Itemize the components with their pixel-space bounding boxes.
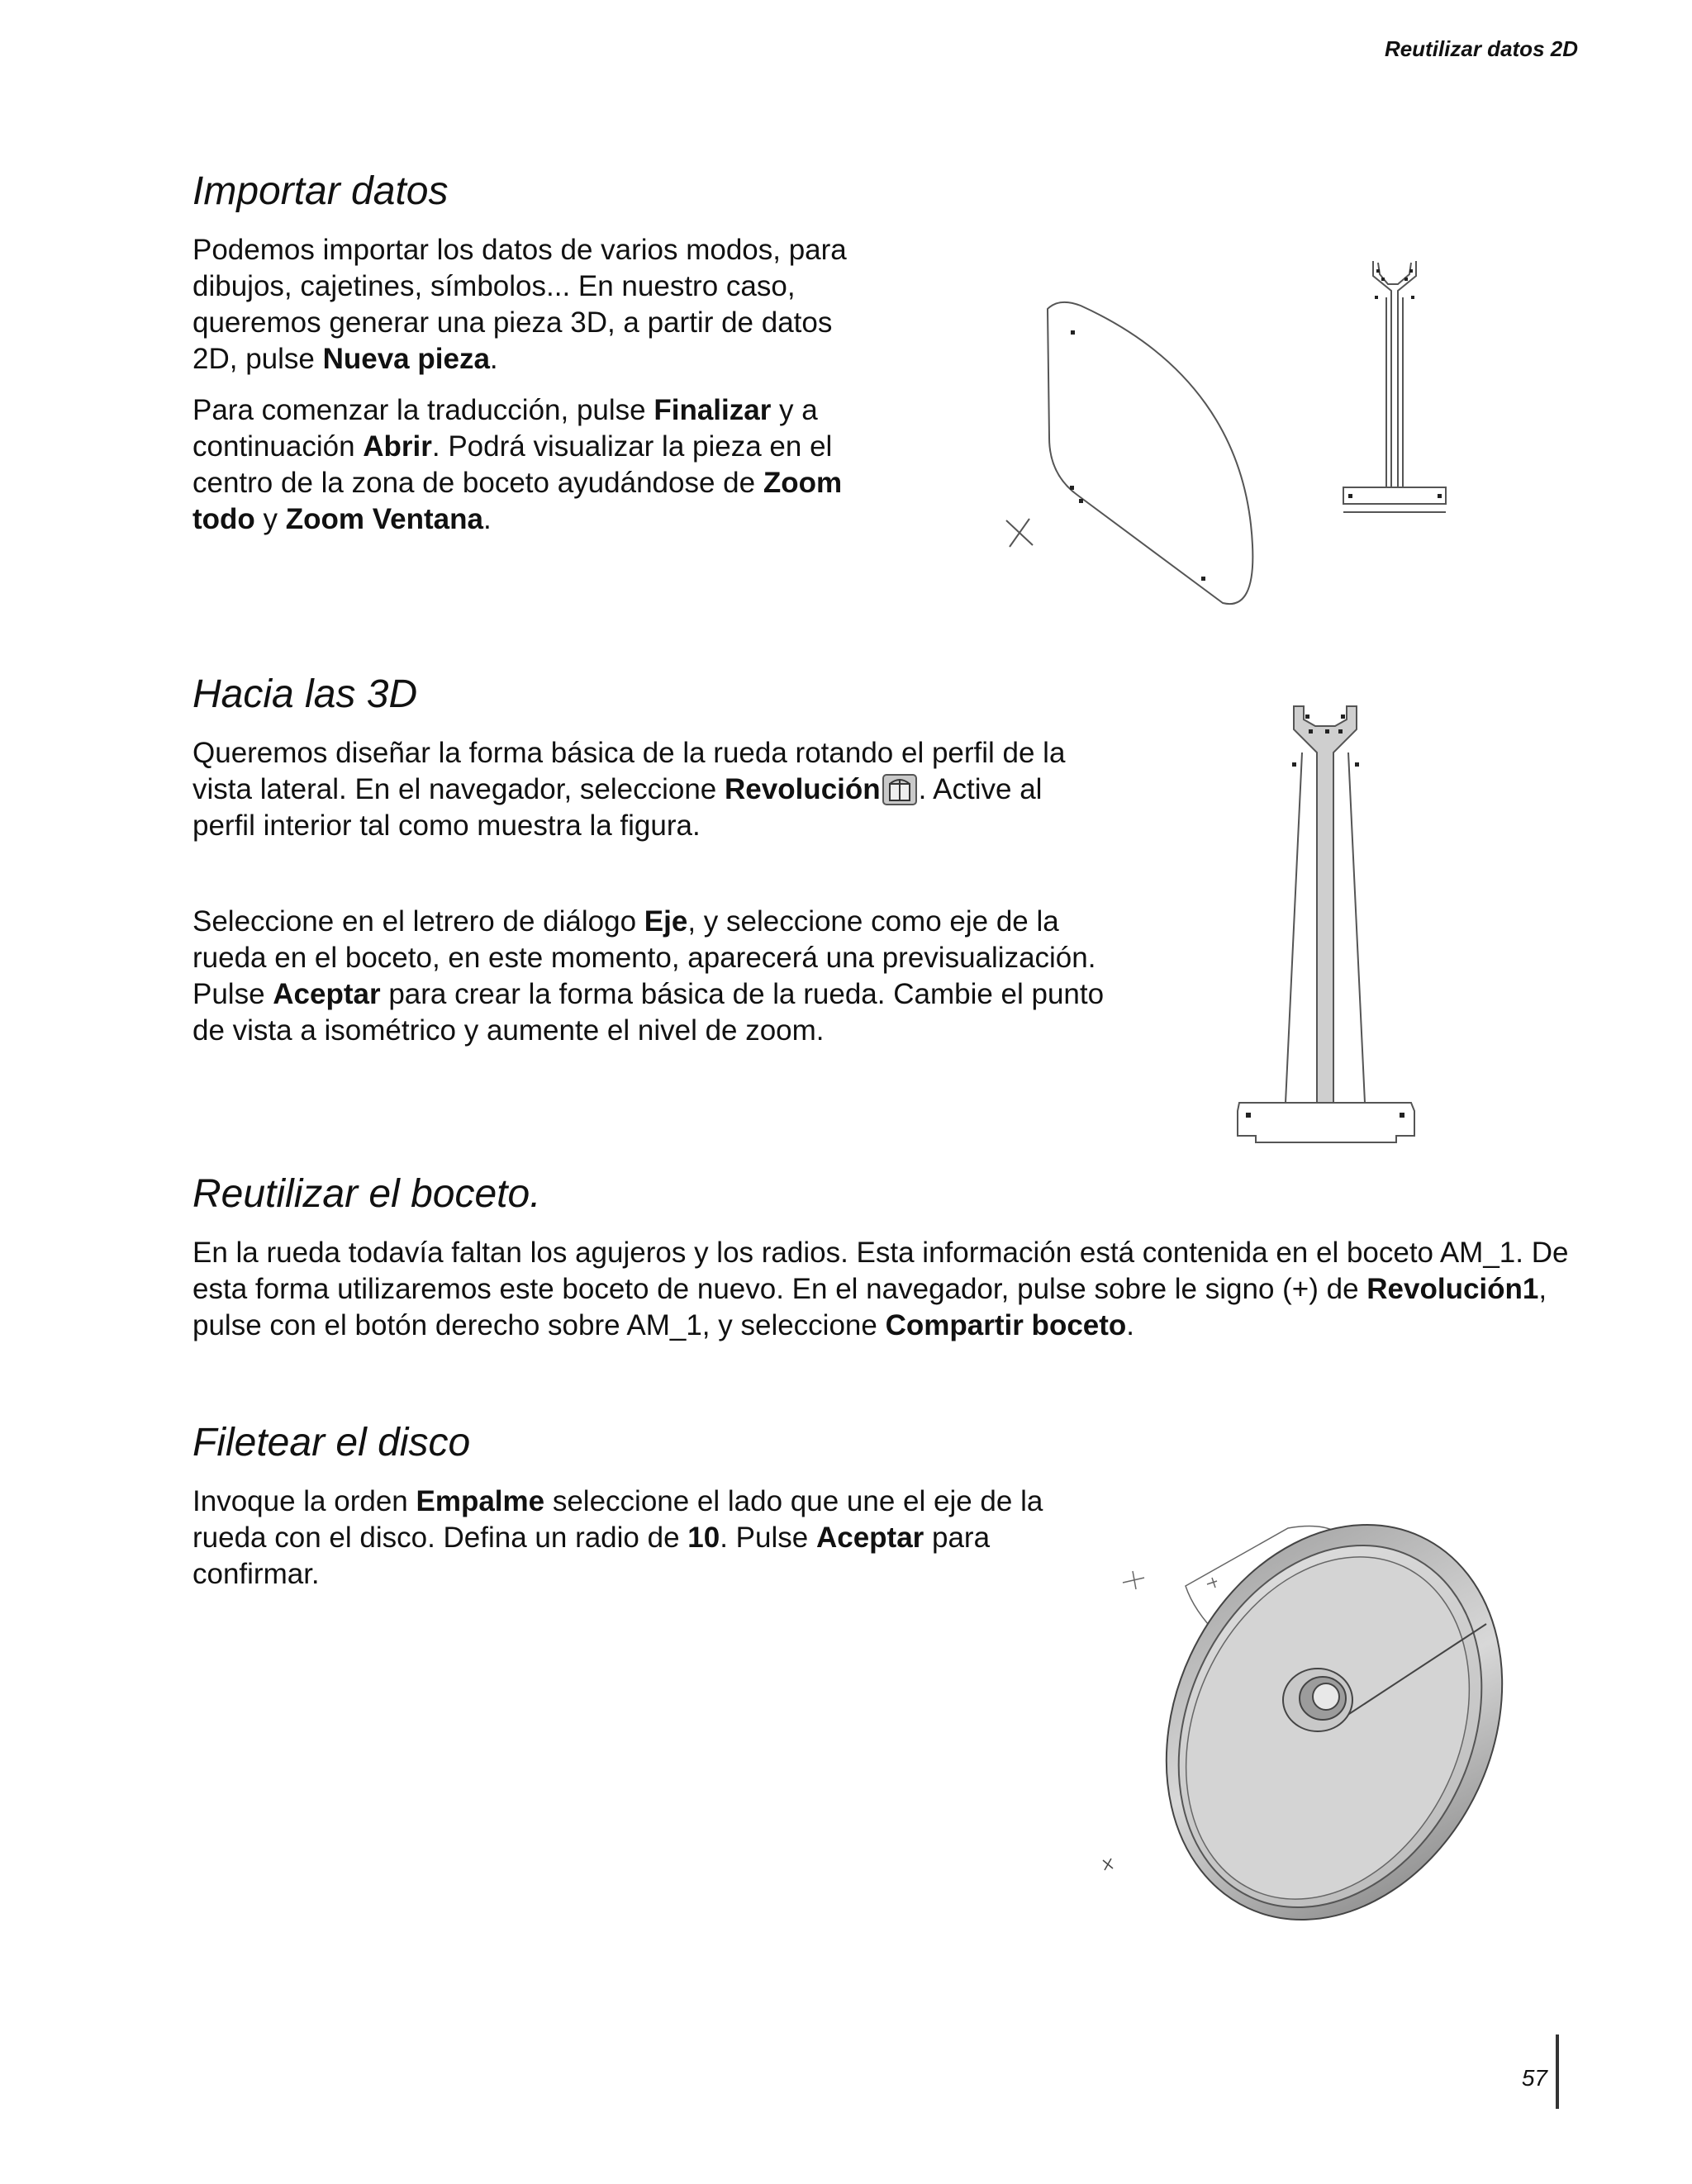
- running-header: Reutilizar datos 2D: [1384, 36, 1578, 61]
- paragraph: [192, 1484, 1085, 1593]
- bold-term: Nueva pieza: [322, 342, 490, 375]
- bold-term: Compartir boceto: [885, 1308, 1127, 1341]
- section-title: Importar datos: [192, 169, 449, 213]
- section-filetear-el-disco: [192, 1419, 1085, 1593]
- text-run: para confirmar.: [192, 1521, 991, 1590]
- section-reutilizar-el-boceto: [192, 1170, 1572, 1344]
- bold-term: Zoom todo: [192, 466, 843, 535]
- bold-term: Eje: [644, 904, 688, 938]
- bold-term: Empalme: [416, 1484, 545, 1517]
- text-run: . Podrá visualizar la pieza en el centro de la zona de boceto ayudándose de: [192, 430, 833, 499]
- text-run: En la rueda todavía faltan los agujeros y los radios. Esta información está contenida en el boceto AM_1. De esta forma utilizaremos este boceto de nuevo. En el navegador, pulse sobre le signo (+) de: [192, 1236, 1569, 1305]
- text-run: Seleccione en el letrero de diálogo: [192, 904, 644, 938]
- page-number: 57: [1521, 2065, 1547, 2091]
- text-run: . Pulse: [720, 1521, 816, 1554]
- text-run: .: [489, 342, 498, 375]
- text-run: .: [482, 502, 492, 535]
- text-run: . Active al perfil interior tal como muestra la figura.: [192, 772, 1043, 842]
- text-run: para crear la forma básica de la rueda. Cambie el punto de vista a isométrico y aumente el nivel de zoom.: [192, 977, 1105, 1047]
- bold-term: Aceptar: [273, 977, 381, 1010]
- paragraph: [192, 392, 878, 538]
- text-run: Para comenzar la traducción, pulse: [192, 393, 654, 426]
- section-importar-datos: [192, 168, 878, 538]
- page-number-rule: [1556, 2034, 1559, 2109]
- text-run: Queremos diseñar la forma básica de la rueda rotando el perfil de la vista lateral. En el navegador, seleccione: [192, 736, 1066, 805]
- text-run: Invoque la orden: [192, 1484, 416, 1517]
- wheel-isometric-figure: [1086, 1495, 1516, 1925]
- text-run: seleccione el lado que une el eje de la rueda con el disco. Defina un radio de: [192, 1484, 1043, 1554]
- paragraph: [192, 735, 1110, 844]
- text-run: y: [254, 502, 286, 535]
- paragraph: [192, 1235, 1572, 1344]
- paragraph: [192, 904, 1110, 1049]
- bold-term: Zoom Ventana: [285, 502, 483, 535]
- text-run: Podemos importar los datos de varios modos, para dibujos, cajetines, símbolos... En nuestro caso, queremos generar una pieza 3D, a partir de datos 2D, pulse: [192, 233, 847, 375]
- section-hacia-las-3d: [192, 671, 1110, 1049]
- paragraph: [192, 232, 878, 377]
- section-title: Reutilizar el boceto.: [192, 1172, 541, 1216]
- section-title: Filetear el disco: [192, 1421, 471, 1465]
- text-run: , pulse con el botón derecho sobre AM_1, y seleccione: [192, 1272, 1547, 1341]
- section-title: Hacia las 3D: [192, 672, 418, 716]
- text-run: .: [1126, 1308, 1135, 1341]
- bold-term: Abrir: [363, 430, 432, 463]
- bold-term: Revolución1: [1366, 1272, 1539, 1305]
- text-run: y a continuación: [192, 393, 818, 463]
- bold-term: Revolución: [725, 772, 881, 805]
- revolve-tool-icon: [882, 774, 917, 805]
- bold-term: 10: [687, 1521, 720, 1554]
- bold-term: Aceptar: [815, 1521, 924, 1554]
- sketch-2d-figure: [1000, 248, 1495, 628]
- profile-selection-figure: [1223, 690, 1429, 1152]
- text-run: , y seleccione como eje de la rueda en el boceto, en este momento, aparecerá una previsualización. Pulse: [192, 904, 1096, 1010]
- bold-term: Finalizar: [654, 393, 772, 426]
